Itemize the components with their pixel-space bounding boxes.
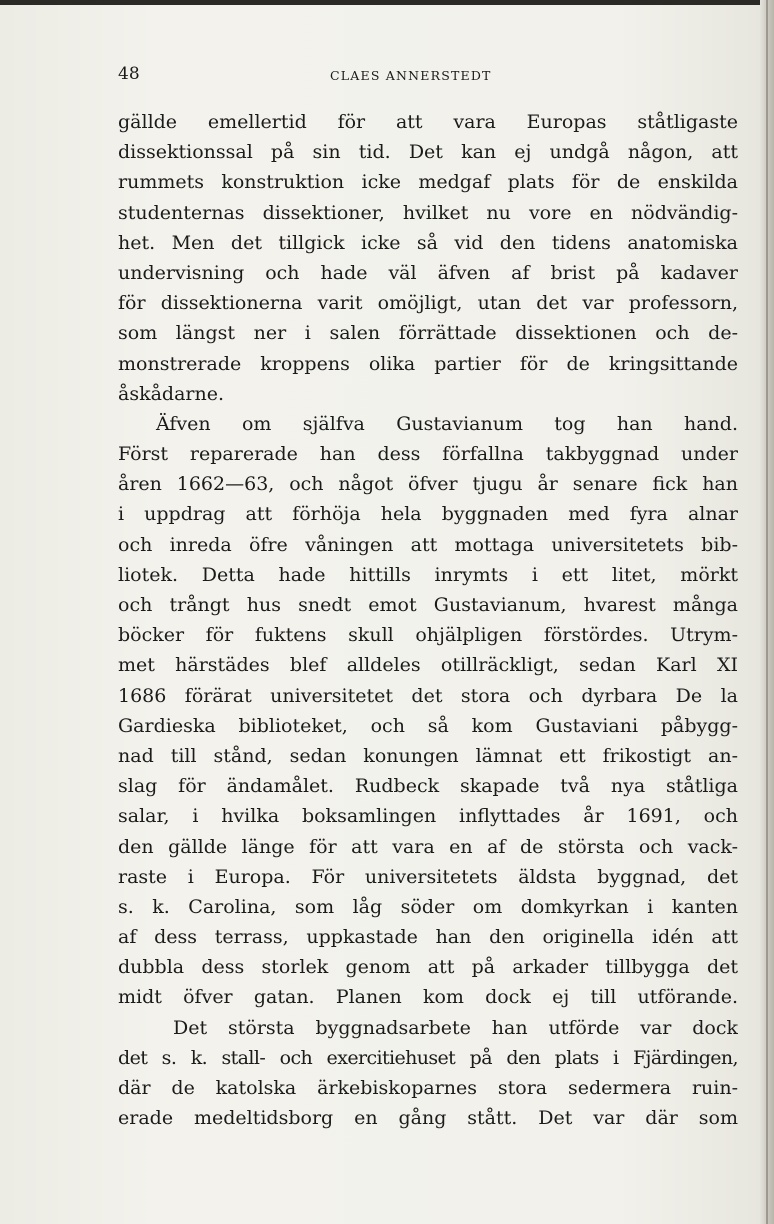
text-line: salar, i hvilka boksamlingen inflyttades år 1691, och [118, 805, 738, 828]
text-line: och trångt hus snedt emot Gustavianum, hvarest många [118, 594, 738, 616]
text-line: studenternas dissektioner, hvilket nu vore en nödvändig- [118, 201, 738, 224]
page-header [118, 64, 738, 88]
text-line: midt öfver gatan. Planen kom dock ej till utförande. [118, 986, 738, 1009]
text-line: det s. k. stall- och exercitiehuset på den plats i Fjärdingen, [118, 1046, 738, 1069]
text-line: liotek. Detta hade hittills inrymts i ett litet, mörkt [118, 563, 738, 586]
text-line: åren 1662—63, och något öfver tjugu år senare fick han [118, 473, 738, 496]
text-line: böcker för fuktens skull ohjälpligen förstördes. Utrym- [118, 624, 738, 647]
text-line: för dissektionerna varit omöjligt, utan det var professorn, [118, 292, 738, 315]
running-head: CLAES ANNERSTEDT [330, 68, 492, 83]
scan-top-edge [0, 0, 774, 5]
text-line: af dess terrass, uppkastade han den originella idén att [118, 926, 738, 949]
text-line: i uppdrag att förhöja hela byggnaden med fyra alnar [118, 503, 738, 526]
text-line: där de katolska ärkebiskoparnes stora sedermera ruin- [118, 1077, 738, 1099]
text-line: erade medeltidsborg en gång stått. Det var där som [118, 1107, 738, 1130]
text-line: nad till stånd, sedan konungen lämnat ett frikostigt an- [118, 744, 738, 767]
text-line: Äfven om själfva Gustavianum tog han hand. [156, 412, 738, 435]
text-line: monstrerade kroppens olika partier för de kringsittande [118, 352, 738, 375]
text-line: het. Men det tillgick icke så vid den tidens anatomiska [118, 231, 738, 254]
text-line: dissektionssal på sin tid. Det kan ej undgå någon, att [118, 141, 738, 164]
text-line: Gardieska biblioteket, och så kom Gustaviani påbygg- [118, 714, 738, 737]
text-line: undervisning och hade väl äfven af brist på kadaver [118, 261, 738, 284]
text-line: rummets konstruktion icke medgaf plats för de enskilda [118, 171, 738, 194]
page-gutter-line [766, 0, 768, 1224]
text-line: raste i Europa. För universitetets äldsta byggnad, det [118, 865, 738, 888]
body-text [118, 107, 738, 1133]
text-line: som längst ner i salen förrättade dissektionen och de- [118, 322, 738, 345]
text-line: åskådarne. [118, 382, 225, 405]
text-line: den gällde länge för att vara en af de största och vack- [118, 835, 738, 858]
text-line: slag för ändamålet. Rudbeck skapade två nya ståtliga [118, 775, 738, 798]
text-line: gällde emellertid för att vara Europas ståtligaste [118, 111, 738, 133]
text-line: 1686 förärat universitetet det stora och dyrbara De la [118, 684, 738, 707]
text-line: met härstädes blef alldeles otillräckligt, sedan Karl XI [118, 654, 738, 677]
text-line: dubbla dess storlek genom att på arkader tillbygga det [118, 956, 738, 979]
text-line: och inreda öfre våningen att mottaga universitetets bib- [118, 533, 738, 556]
page-number: 48 [118, 64, 140, 84]
text-line: s. k. Carolina, som låg söder om domkyrkan i kanten [118, 895, 738, 918]
text-line: Det största byggnadsarbete han utförde var dock [173, 1016, 738, 1039]
text-line: Först reparerade han dess förfallna takbyggnad under [118, 443, 738, 466]
